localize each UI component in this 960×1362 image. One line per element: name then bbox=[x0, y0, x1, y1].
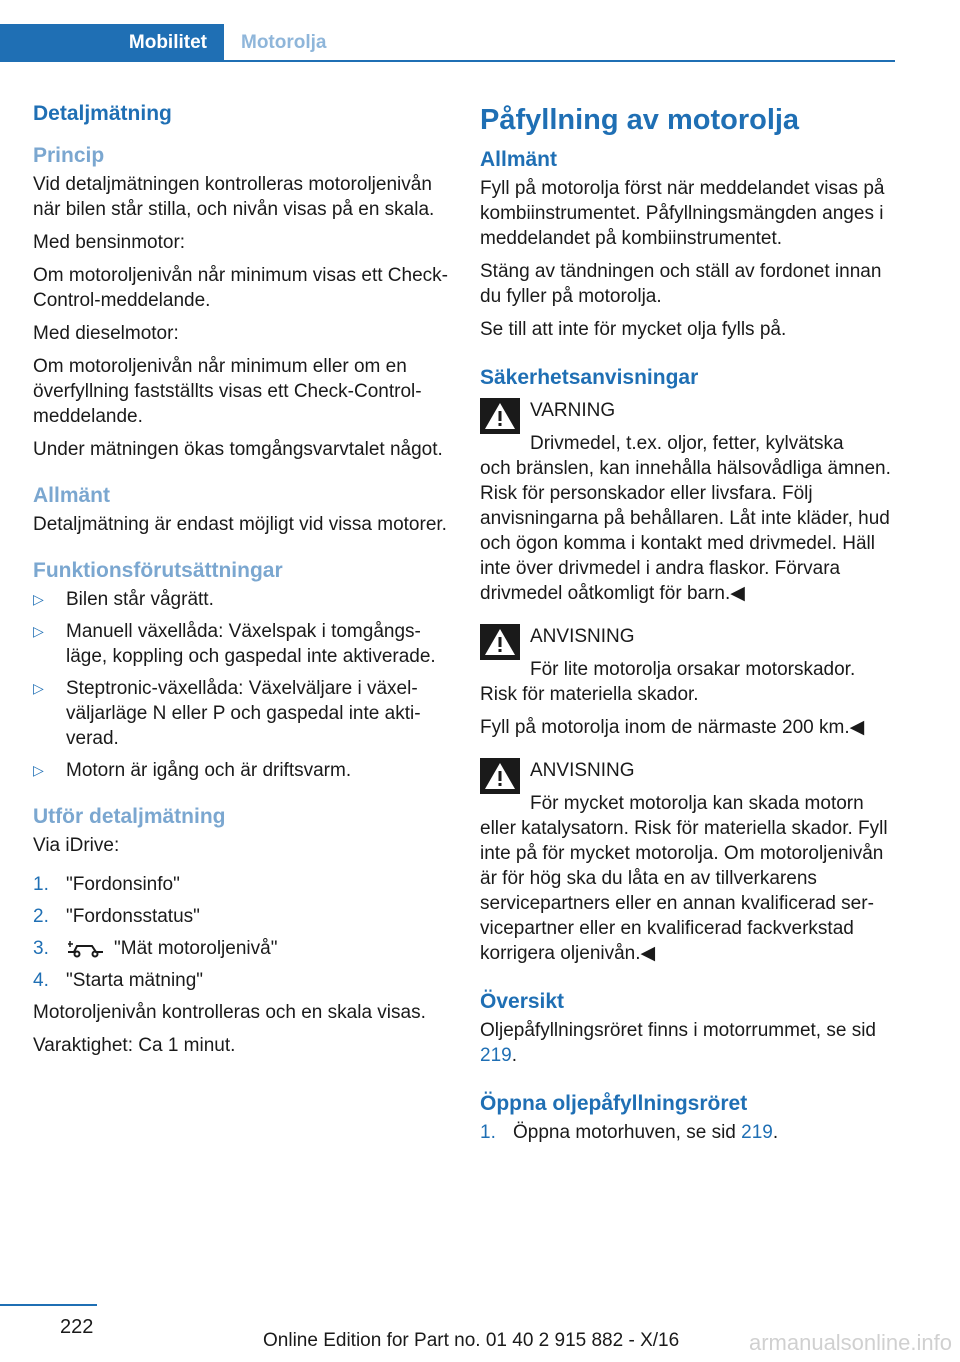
triangle-bullet-icon: ▷ bbox=[33, 591, 44, 607]
right-column bbox=[480, 100, 895, 1152]
heading-allmant-right: Allmänt bbox=[480, 148, 558, 171]
paragraph: Via iDrive: bbox=[33, 835, 120, 856]
page-header bbox=[0, 24, 895, 62]
notice-first-line: För lite motorolja orsakar motorskador. bbox=[530, 659, 856, 680]
list-item-text: Öppna motorhuven, se sid bbox=[513, 1122, 736, 1143]
warning-text: och bränslen, kan innehålla hälsovådliga ämnen. Risk för personskador eller livsfara. Följ anvisningarna på behållaren. Låt inte kläder, hud och ögon komma i kontakt med drivmedel. Häll inte över drivmedel i andra flaskor. Förvara drivmedel oåtkomligt för barn.◀ bbox=[480, 458, 891, 604]
paragraph: Med dieselmotor: bbox=[33, 323, 179, 344]
paragraph: Stäng av tändningen och ställ av fordonet innan du fyller på motorolja. bbox=[480, 261, 882, 307]
paragraph: Motoroljenivån kontrolleras och en skala visas. bbox=[33, 1002, 426, 1023]
paragraph: Fyll på motorolja först när meddelandet visas på kombiinstrumentet. Påfyllningsmängden anges i meddelandet på kombiinstrumentet. bbox=[480, 178, 885, 249]
list-item bbox=[33, 587, 453, 612]
triangle-bullet-icon: ▷ bbox=[33, 680, 44, 696]
heading-pafyllning: Påfyllning av motorolja bbox=[480, 104, 800, 136]
page-link-219[interactable]: 219 bbox=[741, 1122, 773, 1143]
list-item bbox=[480, 1120, 895, 1145]
triangle-bullet-icon: ▷ bbox=[33, 762, 44, 778]
notice-first-line: För mycket motorolja kan skada motorn bbox=[530, 793, 864, 814]
list-item bbox=[33, 904, 453, 929]
footer-rule bbox=[0, 1304, 97, 1306]
list-item-text: Motorn är igång och är driftsvarm. bbox=[66, 760, 352, 781]
paragraph: Under mätningen ökas tomgångsvarvtalet något. bbox=[33, 439, 443, 460]
heading-princip: Princip bbox=[33, 144, 105, 167]
heading-allmant-left: Allmänt bbox=[33, 484, 111, 507]
heading-funktionsforutsattningar: Funktionsförutsättningar bbox=[33, 559, 283, 582]
notice-block bbox=[480, 758, 895, 966]
edition-note: Online Edition for Part no. 01 40 2 915 882 - X/16 bbox=[263, 1330, 680, 1351]
notice-block bbox=[480, 624, 895, 740]
period: . bbox=[511, 1045, 517, 1066]
list-item-text: Manuell växellåda: Växelspak i tomgångsläge, koppling och gaspedal inte aktiverade. bbox=[66, 621, 436, 667]
list-item bbox=[33, 936, 453, 961]
warning-triangle-icon bbox=[480, 758, 520, 794]
warning-triangle-icon bbox=[480, 624, 520, 660]
paragraph-text: Oljepåfyllningsröret finns i motorrummet, se sid bbox=[480, 1020, 876, 1041]
step-number: 2. bbox=[33, 906, 49, 927]
paragraph: Varaktighet: Ca 1 minut. bbox=[33, 1035, 236, 1056]
heading-detaljmatning: Detaljmätning bbox=[33, 102, 172, 125]
paragraph: Om motoroljenivån når minimum eller om en överfyllning fastställts visas ett Check-Control-meddelande. bbox=[33, 356, 422, 427]
requirements-list bbox=[33, 587, 453, 783]
notice-text: eller katalysatorn. Risk för materiella skador. Fyll inte på för mycket motorolja. Om motoroljenivån är för hög ska du låta en av tillverkarens servicepartners eller en annan kvalificerad servicepartner eller en kvalificerad fackverkstad korrigera oljenivån.◀ bbox=[480, 818, 888, 964]
heading-oppna-oljepafyllningsroret: Öppna oljepåfyllningsröret bbox=[480, 1092, 748, 1115]
tab-mobilitet[interactable]: Mobilitet bbox=[0, 24, 224, 62]
paragraph: Med bensinmotor: bbox=[33, 232, 186, 253]
left-column bbox=[33, 100, 453, 1066]
list-item-text: "Mät motoroljenivå" bbox=[114, 938, 278, 959]
page-number: 222 bbox=[60, 1316, 94, 1338]
step-number: 3. bbox=[33, 938, 49, 959]
notice-label: ANVISNING bbox=[530, 626, 635, 647]
page-link-219[interactable]: 219 bbox=[480, 1045, 512, 1066]
list-item bbox=[33, 676, 453, 751]
oil-level-car-icon bbox=[66, 940, 106, 958]
list-item bbox=[33, 872, 453, 897]
warning-first-line: Drivmedel, t.ex. oljor, fetter, kylvätska bbox=[530, 433, 844, 454]
paragraph: Detaljmätning är endast möjligt vid vissa motorer. bbox=[33, 514, 447, 535]
warning-triangle-icon bbox=[480, 398, 520, 434]
paragraph: Vid detaljmätningen kontrolleras motoroljenivån när bilen står stilla, och nivån visas på en skala. bbox=[33, 174, 435, 220]
tab-motorolja[interactable]: Motorolja bbox=[241, 32, 327, 53]
notice-label: ANVISNING bbox=[530, 760, 635, 781]
warning-block bbox=[480, 398, 895, 606]
list-item-text: "Fordonsstatus" bbox=[66, 906, 200, 927]
paragraph: Se till att inte för mycket olja fylls på. bbox=[480, 319, 787, 340]
step-number: 4. bbox=[33, 970, 49, 991]
step-number: 1. bbox=[480, 1122, 496, 1143]
list-item-text: Steptronic-växellåda: Växelväljare i växelväljarläge N eller P och gaspedal inte aktiverad. bbox=[66, 678, 421, 749]
heading-sakerhetsanvisningar: Säkerhetsanvisningar bbox=[480, 366, 699, 389]
notice-text: Risk för materiella skador. bbox=[480, 684, 699, 705]
paragraph: Om motoroljenivån når minimum visas ett Check-Control-meddelande. bbox=[33, 265, 448, 311]
steps-list bbox=[480, 1120, 895, 1145]
list-item-text: Bilen står vågrätt. bbox=[66, 589, 214, 610]
watermark: armanualsonline.info bbox=[748, 1330, 952, 1355]
heading-oversikt: Översikt bbox=[480, 990, 565, 1013]
notice-text: Fyll på motorolja inom de närmaste 200 km.◀ bbox=[480, 717, 865, 738]
period: . bbox=[772, 1122, 779, 1143]
list-item bbox=[33, 968, 453, 993]
list-item-text: "Fordonsinfo" bbox=[66, 874, 180, 895]
triangle-bullet-icon: ▷ bbox=[33, 623, 44, 639]
paragraph bbox=[480, 1018, 895, 1068]
list-item bbox=[33, 758, 453, 783]
heading-utfor-detaljmatning: Utför detaljmätning bbox=[33, 805, 226, 828]
step-number: 1. bbox=[33, 874, 49, 895]
steps-list bbox=[33, 872, 453, 993]
warning-label: VARNING bbox=[530, 400, 616, 421]
list-item-text: "Starta mätning" bbox=[66, 970, 204, 991]
list-item bbox=[33, 619, 453, 669]
